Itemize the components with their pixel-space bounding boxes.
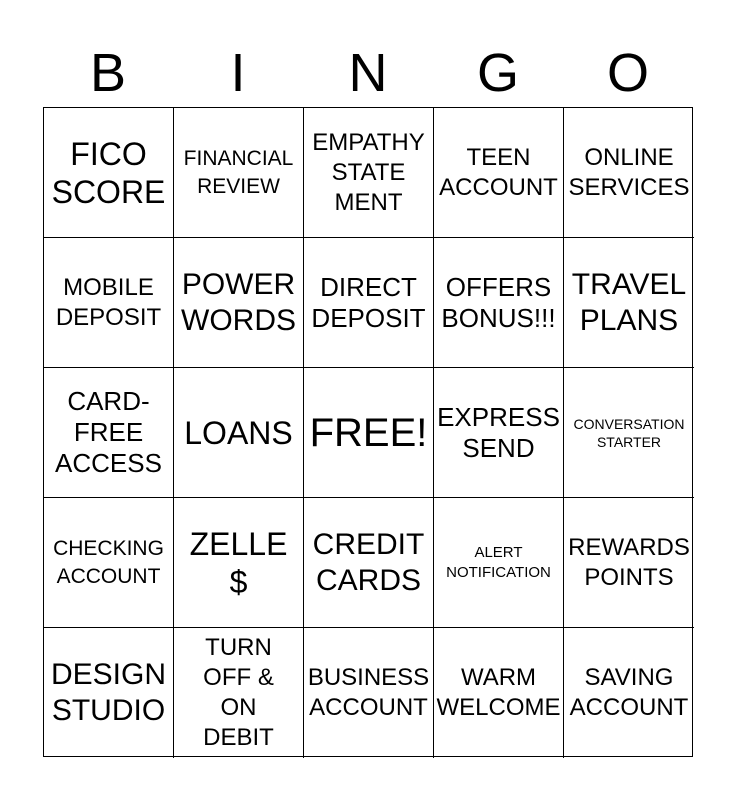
bingo-cell[interactable]: CARD- FREE ACCESS [44, 368, 174, 498]
bingo-cell[interactable]: ZELLE $ [174, 498, 304, 628]
bingo-cell[interactable]: CREDIT CARDS [304, 498, 434, 628]
bingo-cell[interactable]: TURN OFF & ON DEBIT [174, 628, 304, 758]
bingo-cell[interactable]: REWARDS POINTS [564, 498, 694, 628]
header-letter-i: I [230, 43, 246, 103]
bingo-cell[interactable]: DESIGN STUDIO [44, 628, 174, 758]
bingo-cell[interactable]: EXPRESS SEND [434, 368, 564, 498]
bingo-cell[interactable]: SAVING ACCOUNT [569, 664, 689, 721]
bingo-cell-free[interactable]: FREE! [304, 368, 434, 498]
header-letter-o: O [606, 43, 649, 103]
bingo-cell[interactable]: CHECKING ACCOUNT [44, 498, 174, 628]
bingo-cell[interactable]: TEEN ACCOUNT [434, 108, 564, 238]
bingo-cell[interactable]: BUSINESS ACCOUNT [304, 628, 434, 758]
bingo-cell[interactable]: POWER WORDS [174, 238, 304, 368]
bingo-board [43, 107, 693, 757]
bingo-cell[interactable]: FINANCIAL REVIEW [174, 108, 304, 238]
header-letter-n: N [348, 43, 388, 103]
header-letter-g: G [476, 43, 519, 103]
bingo-cell[interactable]: OFFERS BONUS!!! [434, 238, 564, 368]
bingo-cell[interactable]: CONVERSATION STARTER [564, 368, 694, 498]
bingo-cell[interactable]: LOANS [174, 368, 304, 498]
header-letter-b: B [89, 43, 127, 103]
bingo-cell[interactable]: ALERT NOTIFICATION [434, 498, 564, 628]
bingo-cell[interactable]: MOBILE DEPOSIT [44, 238, 174, 368]
bingo-cell[interactable]: DIRECT DEPOSIT [304, 238, 434, 368]
bingo-cell[interactable]: EMPATHY STATE MENT [304, 108, 434, 238]
bingo-header [43, 38, 693, 108]
bingo-cell[interactable]: TRAVEL PLANS [564, 238, 694, 368]
bingo-cell[interactable]: WARM WELCOME [434, 628, 564, 758]
bingo-cell[interactable]: FICO SCORE [44, 108, 174, 238]
bingo-cell[interactable]: ONLINE SERVICES [564, 108, 694, 238]
